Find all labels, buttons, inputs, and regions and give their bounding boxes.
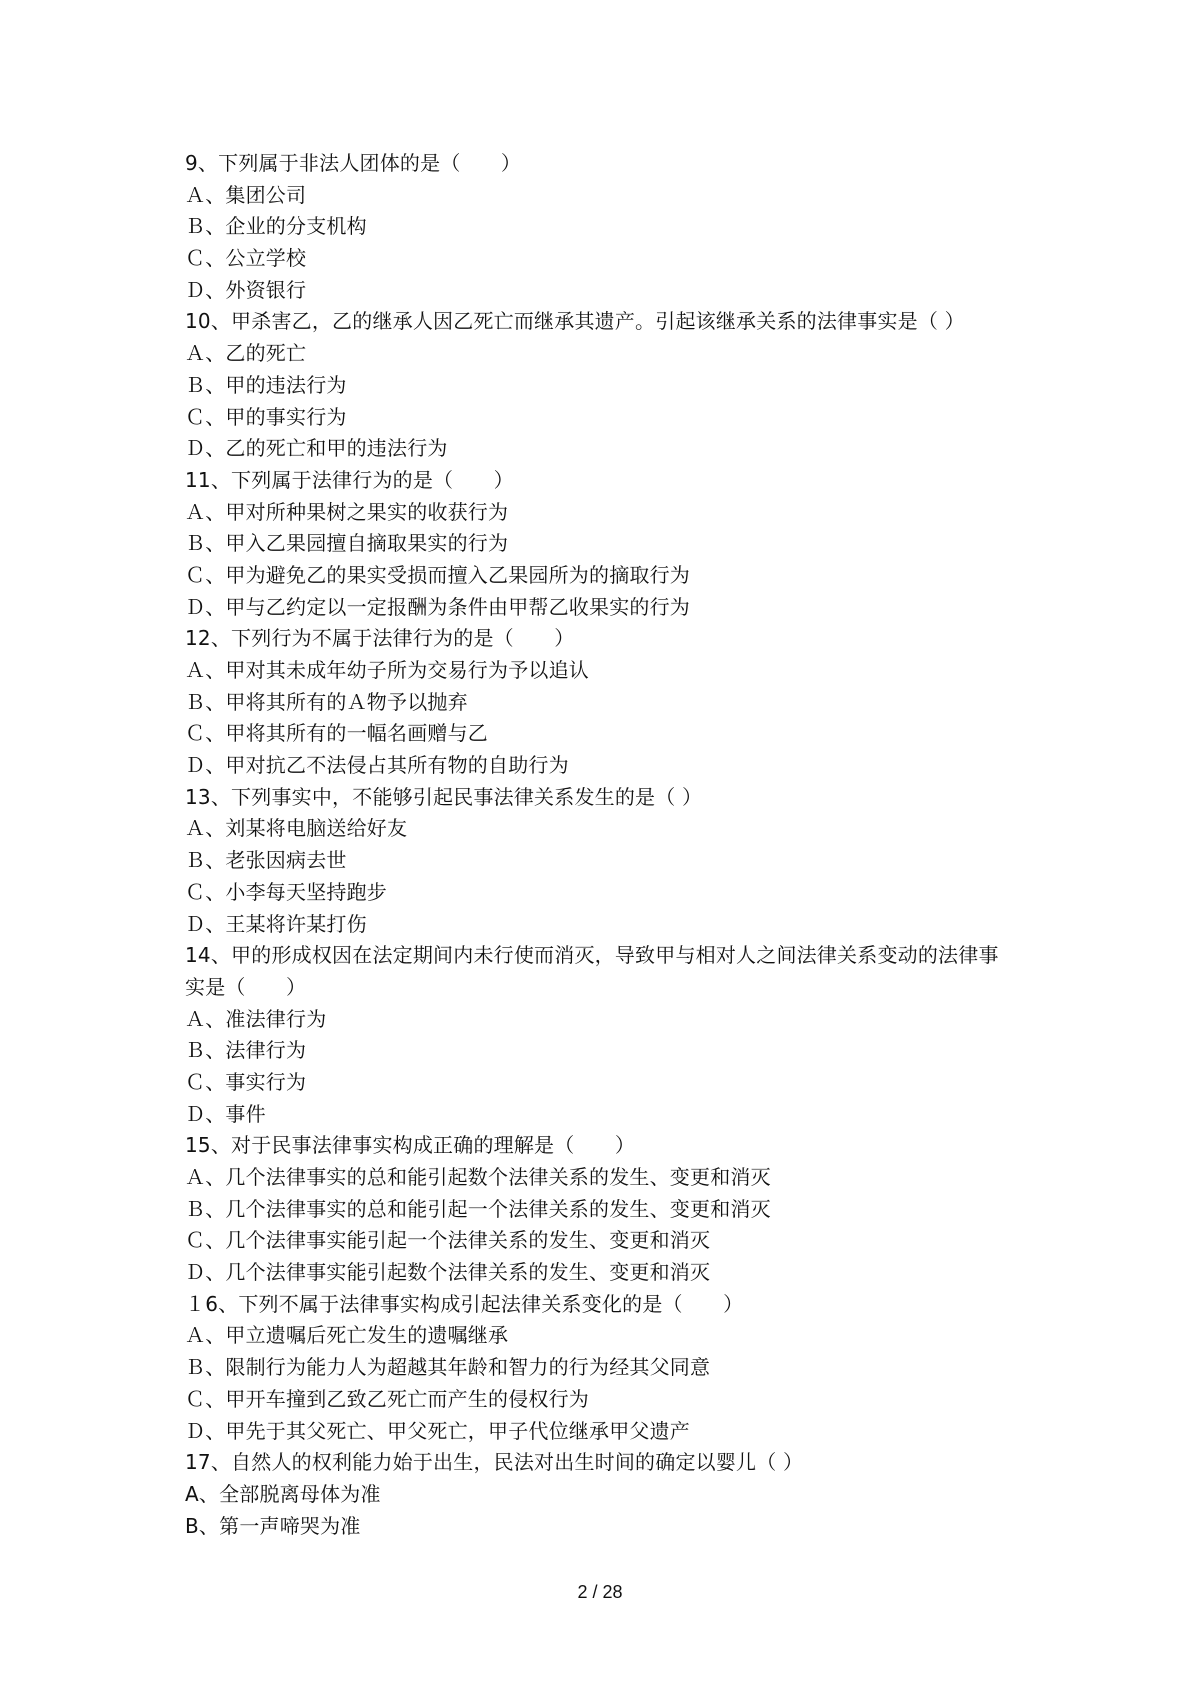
- question-17: 17、自然人的权利能力始于出生，民法对出生时间的确定以婴儿（ ）: [185, 1450, 804, 1475]
- option-11c: Ｃ、甲为避免乙的果实受损而擅入乙果园所为的摘取行为: [185, 562, 690, 587]
- option-10a: Ａ、乙的死亡: [185, 341, 307, 366]
- option-12b: Ｂ、甲将其所有的Ａ物予以抛弃: [185, 689, 468, 714]
- option-10b: Ｂ、甲的违法行为: [185, 372, 347, 397]
- question-9: 9、下列属于非法人团体的是（ ）: [185, 151, 522, 175]
- question-11: 11、下列属于法律行为的是（ ）: [185, 467, 514, 492]
- option-13d: Ｄ、王某将许某打伤: [185, 911, 367, 936]
- question-13: 13、下列事实中，不能够引起民事法律关系发生的是（ ）: [185, 784, 703, 809]
- option-9a: Ａ、集团公司: [185, 182, 307, 207]
- question-12: 12、下列行为不属于法律行为的是（ ）: [185, 626, 575, 651]
- option-17b: B、第一声啼哭为准: [185, 1513, 361, 1538]
- option-16b: Ｂ、限制行为能力人为超越其年龄和智力的行为经其父同意: [185, 1355, 711, 1380]
- option-14a: Ａ、准法律行为: [185, 1006, 327, 1031]
- option-11a: Ａ、甲对所种果树之果实的收获行为: [185, 499, 509, 524]
- option-14b: Ｂ、法律行为: [185, 1038, 307, 1063]
- option-15a: Ａ、几个法律事实的总和能引起数个法律关系的发生、变更和消灭: [185, 1165, 771, 1189]
- option-16a: Ａ、甲立遗嘱后死亡发生的遗嘱继承: [185, 1323, 509, 1348]
- option-12a: Ａ、甲对其未成年幼子所为交易行为予以追认: [185, 658, 589, 682]
- option-12d: Ｄ、甲对抗乙不法侵占其所有物的自助行为: [185, 753, 569, 778]
- option-15d: Ｄ、几个法律事实能引起数个法律关系的发生、变更和消灭: [185, 1260, 711, 1285]
- question-14-line-1: 14、甲的形成权因在法定期间内未行使而消灭，导致甲与相对人之间法律关系变动的法律事: [185, 943, 999, 968]
- option-13a: Ａ、刘某将电脑送给好友: [185, 816, 408, 841]
- option-11b: Ｂ、甲入乙果园擅自摘取果实的行为: [185, 531, 509, 556]
- option-16c: Ｃ、甲开车撞到乙致乙死亡而产生的侵权行为: [185, 1386, 589, 1411]
- question-10: 10、甲杀害乙，乙的继承人因乙死亡而继承其遗产。引起该继承关系的法律事实是（ ）: [185, 309, 965, 334]
- option-13b: Ｂ、老张因病去世: [185, 848, 347, 873]
- option-9d: Ｄ、外资银行: [185, 277, 307, 302]
- page-number: 2 / 28: [577, 1582, 623, 1602]
- option-11d: Ｄ、甲与乙约定以一定报酬为条件由甲帮乙收果实的行为: [185, 594, 690, 619]
- option-15b: Ｂ、几个法律事实的总和能引起一个法律关系的发生、变更和消灭: [185, 1196, 771, 1221]
- option-15c: Ｃ、几个法律事实能引起一个法律关系的发生、变更和消灭: [185, 1228, 711, 1253]
- option-10d: Ｄ、乙的死亡和甲的违法行为: [185, 436, 448, 461]
- option-9b: Ｂ、企业的分支机构: [185, 214, 367, 239]
- question-list: [185, 148, 1045, 1542]
- option-12c: Ｃ、甲将其所有的一幅名画赠与乙: [185, 721, 488, 746]
- option-14c: Ｃ、事实行为: [185, 1069, 307, 1094]
- option-10c: Ｃ、甲的事实行为: [185, 404, 347, 429]
- question-16: １6、下列不属于法律事实构成引起法律关系变化的是（ ）: [185, 1291, 744, 1316]
- option-14d: Ｄ、事件: [185, 1101, 266, 1126]
- option-13c: Ｃ、小李每天坚持跑步: [185, 879, 387, 904]
- question-15: 15、对于民事法律事实构成正确的理解是（ ）: [185, 1133, 636, 1158]
- option-16d: Ｄ、甲先于其父死亡、甲父死亡，甲子代位继承甲父遗产: [185, 1418, 690, 1443]
- option-17a: A、全部脱离母体为准: [185, 1481, 381, 1506]
- option-9c: Ｃ、公立学校: [185, 246, 307, 271]
- question-14-line-2: 实是（ ）: [185, 974, 307, 999]
